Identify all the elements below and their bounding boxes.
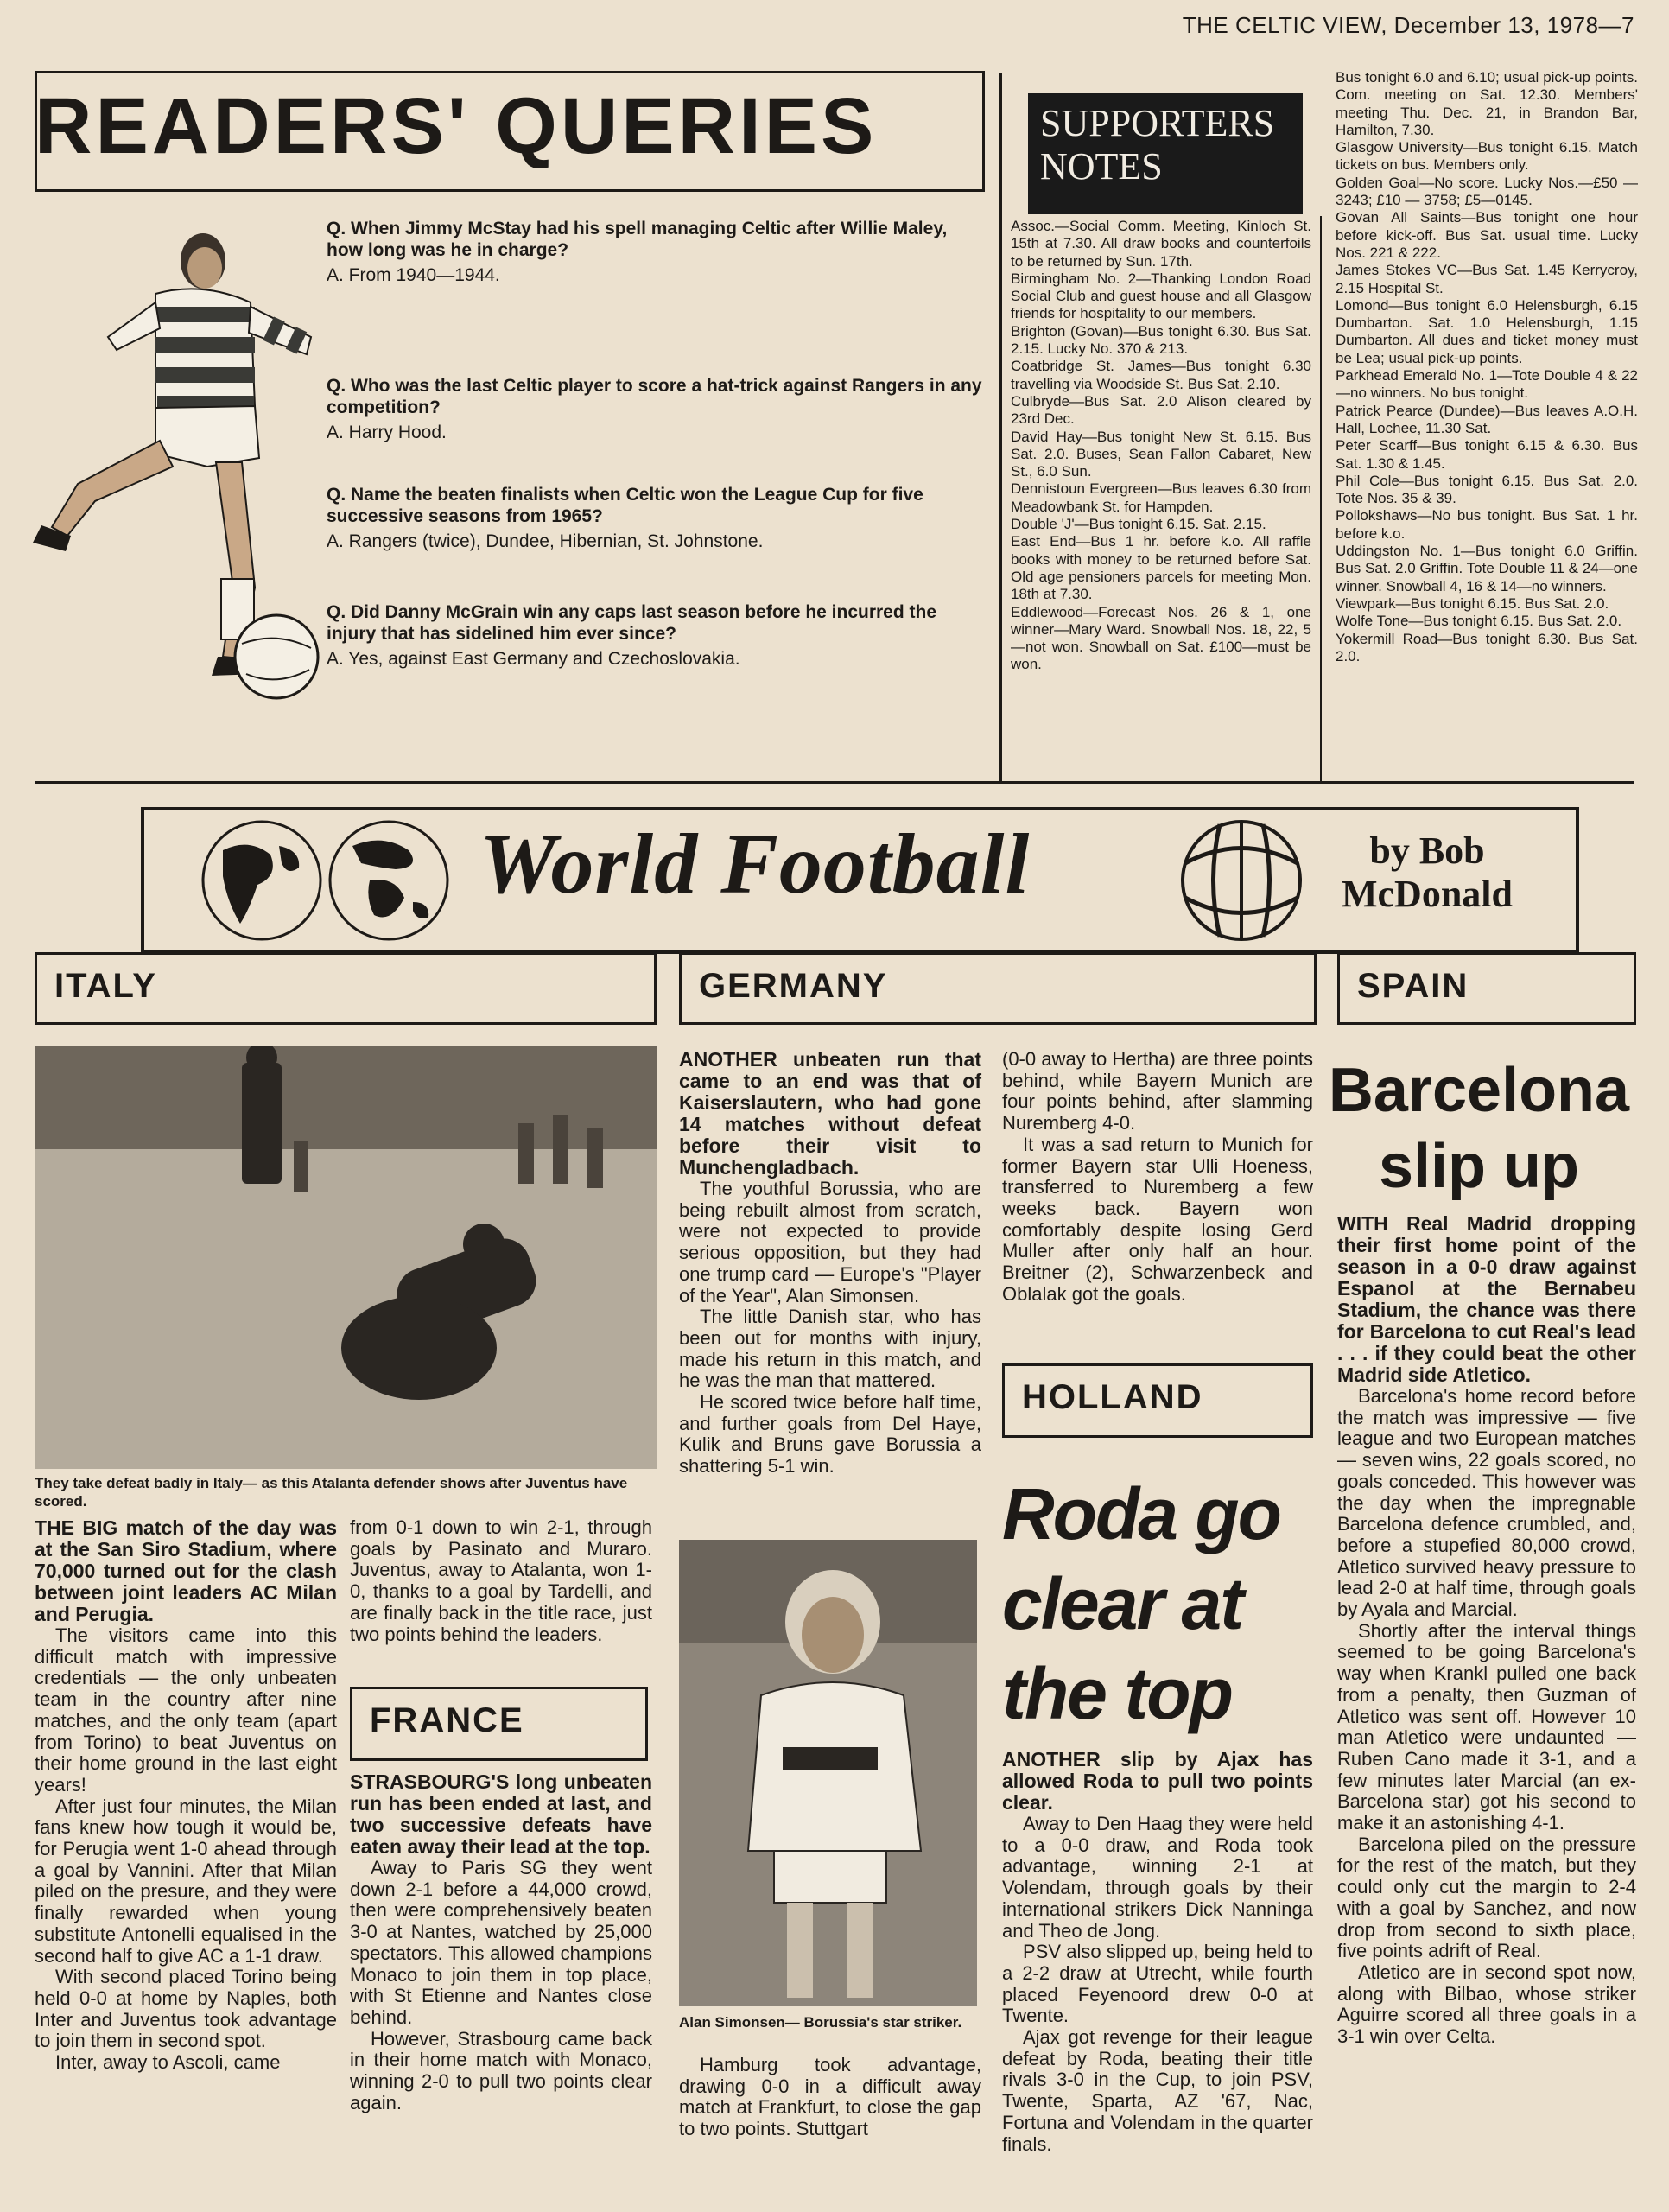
notes-item: Assoc.—Social Comm. Meeting, Kinloch St. 15th at 7.30. All draw books and counterfoils to be returned by Sun. 17th.	[1011, 218, 1311, 270]
supporters-notes-column-2	[1336, 69, 1638, 665]
query-item	[327, 375, 983, 443]
italy-column-2	[350, 1517, 652, 1645]
notes-item: James Stokes VC—Bus Sat. 1.45 Kerrycroy, 2.15 Hospital St.	[1336, 262, 1638, 296]
germany-column-2	[1002, 1049, 1313, 1305]
query-question: Q. Who was the last Celtic player to score a hat-trick against Rangers in any competition?	[327, 376, 982, 417]
column-rule	[999, 73, 1002, 781]
spain-label-box	[1337, 952, 1636, 1025]
holland-label: HOLLAND	[1022, 1378, 1203, 1416]
notes-item: Parkhead Emerald No. 1—Tote Double 4 & 22—no winners. No bus tonight.	[1336, 367, 1638, 402]
italy-paragraph: Inter, away to Ascoli, came	[55, 2051, 281, 2074]
italy-paragraph: from 0-1 down to win 2-1, through goals by Pasinato and Muraro. Juventus, away to Atalanta, won 1-0, thanks to a goal by Tardelli, and are finally back in the title race, just two points behind the leaders.	[350, 1516, 652, 1645]
germany-paragraph: It was a sad return to Munich for former Bayern star Ulli Hoeness, transferred to Nuremberg a few weeks back. Bayern won comfortably despite losing Gerd Muller after only half an hour. Breitner (2), Schwarzenbeck and Oblalak got the goals.	[1002, 1133, 1313, 1305]
holland-label-box	[1002, 1363, 1313, 1438]
notes-item: Golden Goal—No score. Lucky Nos.—£50 — 3243; £10 — 3758; £5—0145.	[1336, 174, 1638, 209]
spain-headline-line1: Barcelona	[1328, 1056, 1630, 1125]
spain-column	[1337, 1213, 1636, 2048]
football-icon	[1172, 816, 1310, 945]
simonsen-photo-caption: Alan Simonsen— Borussia's star striker.	[679, 2014, 962, 2031]
notes-item: Birmingham No. 2—Thanking London Road Social Club and guest house and all Glasgow friends for hospitality to our members.	[1011, 270, 1311, 322]
germany-paragraph: He scored twice before half time, and further goals from Del Haye, Kulik and Bruns gave Borussia a shattering 5-1 win.	[679, 1391, 981, 1478]
query-answer: A. From 1940—1944.	[327, 265, 500, 285]
notes-item: Dennistoun Evergreen—Bus leaves 6.30 from Meadowbank St. for Hampden.	[1011, 480, 1311, 515]
italy-column-1	[35, 1517, 337, 2074]
italy-label-box	[35, 952, 657, 1025]
spain-paragraph: Atletico are in second spot now, along with Bilbao, whose striker Aguirre scored all three goals in a 3-1 win over Celta.	[1337, 1961, 1636, 2048]
italy-paragraph: With second placed Torino being held 0-0 at home by Naples, both Inter and Juventus took advantage to join them in second spot.	[35, 1966, 337, 2052]
germany-label: GERMANY	[699, 967, 888, 1005]
supporters-notes-title-line1: SUPPORTERS	[1040, 102, 1275, 144]
spain-paragraph: Barcelona piled on the pressure for the rest of the match, but they could only cut the margin to 2-4 with a goal by Sanchez, and now drop from second to sixth place, five points adrift of Real.	[1337, 1833, 1636, 1962]
holland-paragraph: PSV also slipped up, being held to a 2-2 draw at Utrecht, while fourth placed Feyenoord drew 0-0 at Twente.	[1002, 1941, 1313, 2027]
notes-item: Pollokshaws—No bus tonight. Bus Sat. 1 hr. before k.o.	[1336, 507, 1638, 542]
notes-item: Patrick Pearce (Dundee)—Bus leaves A.O.H. Hall, Lochee, 11.30 Sat.	[1336, 402, 1638, 436]
football	[235, 615, 318, 698]
france-label-box	[350, 1687, 648, 1761]
spain-label: SPAIN	[1357, 967, 1469, 1005]
notes-item: David Hay—Bus tonight New St. 6.15. Bus Sat. 2.0. Buses, Sean Fallon Cabaret, New St., 6.0 Sun.	[1011, 428, 1311, 480]
germany-paragraph: (0-0 away to Hertha) are three points behind, while Bayern Munich are four points behind, after slamming Nuremberg 4-0.	[1002, 1048, 1313, 1135]
holland-headline	[1002, 1469, 1313, 1738]
spain-paragraph: Barcelona's home record before the match was impressive — five league and two European matches — seven wins, 22 goals scored, no goals conceded. This however was the day when the impregnable Barcelona defence crumbled, and, before a stupefied 80,000 crowd, Atletico survived heavy pressure to lead 2-0 at half time, through goals by Ayala and Marcial.	[1337, 1385, 1636, 1621]
france-label: FRANCE	[370, 1701, 524, 1739]
supporters-notes-column-1	[1011, 218, 1311, 674]
query-question: Q. Name the beaten finalists when Celtic won the League Cup for five successive seasons from 1965?	[327, 485, 923, 526]
spain-lead: WITH Real Madrid dropping their first home point of the season in a 0-0 draw against Espanol at the Bernabeu Stadium, the chance was there for Barcelona to cut Real's lead . . . if they could beat the other Madrid side Atletico.	[1337, 1212, 1636, 1386]
query-answer: A. Harry Hood.	[327, 423, 447, 442]
world-football-title: World Football	[479, 816, 1031, 912]
notes-item: Yokermill Road—Bus tonight 6.30. Bus Sat. 2.0.	[1336, 630, 1638, 664]
germany-paragraph: The youthful Borussia, who are being rebuilt almost from scratch, were not expected to provide serious opposition, but they had one trump card — Europe's "Player of the Year", Alan Simonsen.	[679, 1178, 981, 1306]
notes-item: Uddingston No. 1—Bus tonight 6.0 Griffin. Bus Sat. 2.0 Griffin. Tote Double 11 & 24—one winner. Snowball 4, 16 & 14—no winners.	[1336, 543, 1638, 594]
query-item	[327, 601, 983, 670]
italy-label: ITALY	[54, 967, 157, 1005]
notes-item: East End—Bus 1 hr. before k.o. All raffle books with money to be returned before Sat. Old age pensioners parcels for meeting Mon. 18th at 7.30.	[1011, 533, 1311, 603]
notes-item: Lomond—Bus tonight 6.0 Helensburgh, 6.15 Dumbarton. Sat. 1.0 Helensburgh, 1.15 Dumbarton. All dues and ticket money must be Lea; usual pick-up points.	[1336, 296, 1638, 366]
supporters-notes-title-line2: NOTES	[1040, 145, 1163, 188]
notes-item: Double 'J'—Bus tonight 6.15. Sat. 2.15.	[1011, 516, 1266, 533]
notes-item: Peter Scarff—Bus tonight 6.15 & 6.30. Bus Sat. 1.30 & 1.45.	[1336, 437, 1638, 472]
holland-headline-line2: clear at	[1002, 1563, 1243, 1644]
spain-paragraph: Shortly after the interval things seemed to be going Barcelona's way when Krankl pulled one back from a penalty, then Guzman of Atletico was sent off. However 10 man Atletico were undaunted — Ruben Cano made it 3-1, and a few minutes later Marcial (an ex-Barcelona star) got his second to make it an astonishing 4-1.	[1337, 1619, 1636, 1834]
italy-paragraph: After just four minutes, the Milan fans knew how tough it would be, for Perugia went 1-0 ahead through a goal by Vannini. After that Milan piled on the presure, and they were finally rewarded when young substitute Antonelli equalised in the second half to give AC a 1-1 draw.	[35, 1795, 337, 1967]
notes-item: Brighton (Govan)—Bus tonight 6.30. Bus Sat. 2.15. Lucky No. 370 & 213.	[1011, 322, 1311, 358]
holland-column	[1002, 1749, 1313, 2155]
globe-icon	[197, 816, 456, 945]
byline-line1: by Bob	[1369, 830, 1485, 872]
notes-item: Viewpark—Bus tonight 6.15. Bus Sat. 2.0.	[1336, 594, 1609, 612]
notes-item: Govan All Saints—Bus tonight one hour before kick-off. Bus Sat. usual time. Lucky Nos. 221 & 222.	[1336, 209, 1638, 261]
page-header: THE CELTIC VIEW, December 13, 1978—7	[1182, 12, 1634, 38]
germany-paragraph: The little Danish star, who has been out for months with injury, made his return in this match, and he was the man that mattered.	[679, 1306, 981, 1392]
hooped-shirt	[155, 289, 255, 413]
byline-line2: McDonald	[1342, 873, 1513, 915]
holland-headline-line3: the top	[1002, 1653, 1232, 1734]
query-question: Q. Did Danny McGrain win any caps last season before he incurred the injury that has sidelined him ever since?	[327, 602, 937, 644]
simonsen-photo	[679, 1540, 977, 2006]
italy-paragraph: The visitors came into this difficult match with impressive credentials — the only unbeaten team in the country after nine matches, and the only team (apart from Torino) to beat Juventus on their home ground in the last eight years!	[35, 1624, 337, 1796]
supporters-notes-title-box	[1028, 93, 1303, 214]
notes-item: Glasgow University—Bus tonight 6.15. Match tickets on bus. Members only.	[1336, 139, 1638, 174]
notes-item: Wolfe Tone—Bus tonight 6.15. Bus Sat. 2.0.	[1336, 613, 1622, 630]
france-paragraph: Away to Paris SG they went down 2-1 before a 44,000 crowd, then were comprehensively beaten 3-0 at Nantes, watched by 25,000 spectators. This allowed champions Monaco to join them in top place, with St Etienne and Nantes close behind.	[350, 1857, 652, 2028]
readers-queries-title: READERS' QUERIES	[35, 82, 878, 170]
notes-item: Culbryde—Bus Sat. 2.0 Alison cleared by 23rd Dec.	[1011, 392, 1311, 428]
column-rule	[1320, 216, 1322, 781]
italy-photo-caption: They take defeat badly in Italy— as this Atalanta defender shows after Juventus have scored.	[35, 1475, 628, 1510]
france-paragraph: However, Strasbourg came back in their home match with Monaco, winning 2-0 to pull two points clear again.	[350, 2027, 652, 2113]
query-item	[327, 484, 983, 552]
notes-item: Phil Cole—Bus tonight 6.15. Bus Sat. 2.0. Tote Nos. 35 & 39.	[1336, 472, 1638, 507]
query-item	[327, 218, 983, 286]
query-question: Q. When Jimmy McStay had his spell managing Celtic after Willie Maley, how long was he in charge?	[327, 219, 948, 260]
holland-paragraph: Away to Den Haag they were held to a 0-0 draw, and Roda took advantage, winning 2-1 at Volendam, through goals by their international strikers Dick Nanninga and Theo de Jong.	[1002, 1813, 1313, 1942]
notes-item: Bus tonight 6.0 and 6.10; usual pick-up points. Com. meeting on Sat. 12.30. Members' meeting Thu. Dec. 21, in Brandon Bar, Hamilton, 7.30.	[1336, 69, 1638, 138]
france-column	[350, 1771, 652, 2113]
france-lead: STRASBOURG'S long unbeaten run has been ended at last, and two successive defeats have eaten away their lead at the top.	[350, 1770, 652, 1858]
italy-match-photo	[35, 1046, 657, 1469]
holland-paragraph: Ajax got revenge for their league defeat by Roda, beating their title rivals 3-0 in the Cup, to join PSV, Twente, Sparta, AZ '67, Nac, Fortuna and Volendam in the quarter finals.	[1002, 2026, 1313, 2155]
query-answer: A. Rangers (twice), Dundee, Hibernian, St. Johnstone.	[327, 531, 764, 551]
notes-item: Coatbridge St. James—Bus tonight 6.30 travelling via Woodside St. Bus Sat. 2.10.	[1011, 358, 1311, 392]
spain-headline	[1323, 1052, 1634, 1205]
italy-lead: THE BIG match of the day was at the San Siro Stadium, where 70,000 turned out for the clash between joint leaders AC Milan and Perugia.	[35, 1516, 337, 1625]
germany-lead: ANOTHER unbeaten run that came to an end was that of Kaiserslautern, who had gone 14 matches without defeat before their visit to Munchengladbach.	[679, 1048, 981, 1179]
notes-item: Eddlewood—Forecast Nos. 26 & 1, one winner—Mary Ward. Snowball Nos. 18, 22, 5—not won. Snowball on Sat. £100—must be won.	[1011, 603, 1311, 673]
holland-headline-line1: Roda go	[1002, 1473, 1280, 1554]
germany-column-1	[679, 1049, 981, 1478]
holland-lead: ANOTHER slip by Ajax has allowed Roda to pull two points clear.	[1002, 1748, 1313, 1814]
germany-paragraph: Hamburg took advantage, drawing 0-0 in a difficult away match at Frankfurt, to close the gap to two points. Stuttgart	[679, 2054, 981, 2140]
spain-headline-line2: slip up	[1379, 1132, 1579, 1201]
germany-label-box	[679, 952, 1317, 1025]
germany-column-1b	[679, 2055, 981, 2140]
world-football-byline	[1323, 830, 1531, 916]
query-answer: A. Yes, against East Germany and Czechoslovakia.	[327, 649, 740, 669]
celtic-player-photo	[26, 207, 320, 726]
section-rule	[35, 781, 1634, 784]
